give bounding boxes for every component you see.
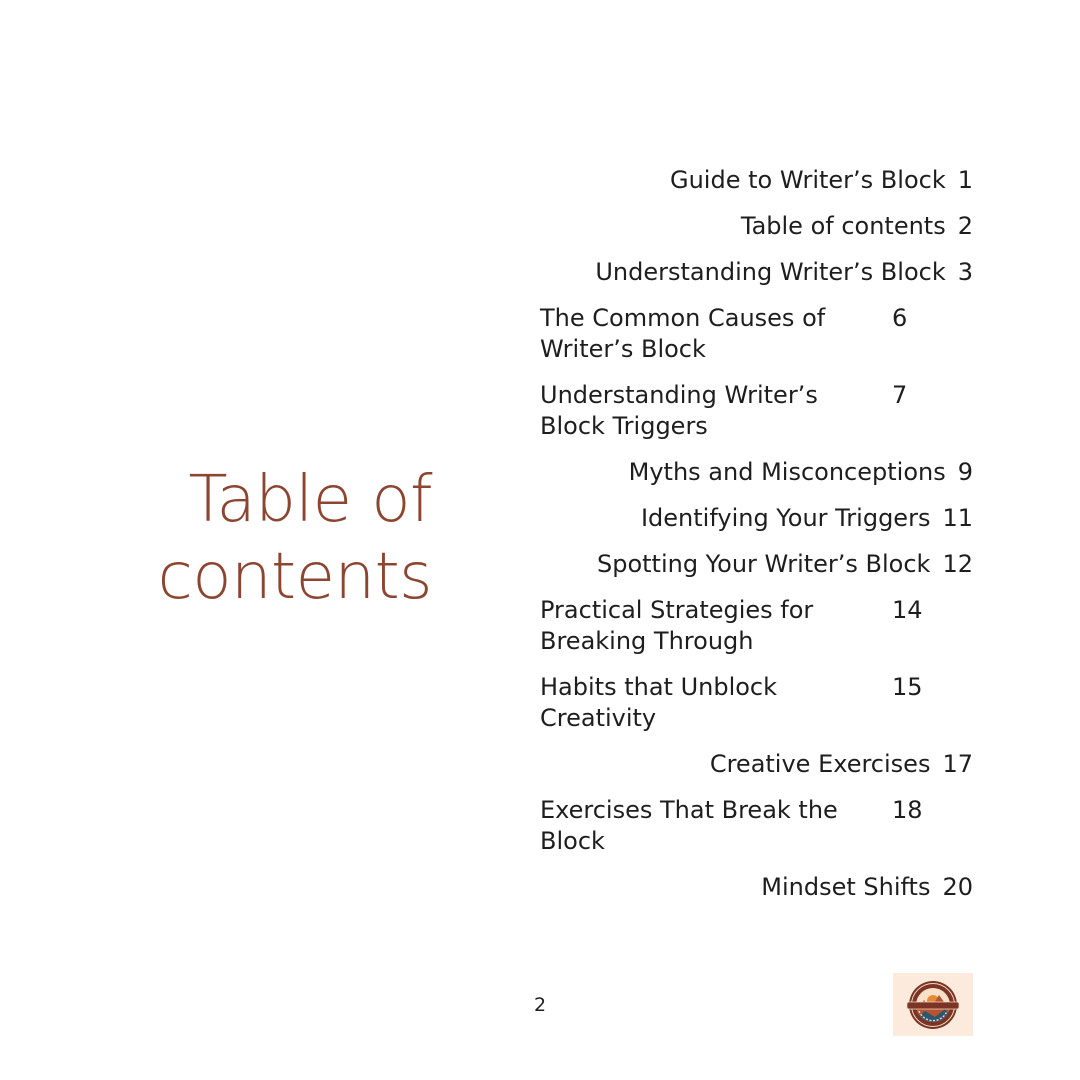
toc-entry-title: Myths and Misconceptions [628, 458, 946, 486]
toc-entry-title: Understanding Writer’s Block [595, 258, 946, 286]
toc-entry-page: 11 [942, 504, 973, 532]
toc-entry-title: Table of contents [740, 212, 946, 240]
toc-entry-page: 1 [957, 166, 973, 194]
toc-entry-title: Identifying Your Triggers [640, 504, 931, 532]
toc-entry-page: 6 [892, 304, 908, 332]
toc-entry[interactable] [540, 595, 973, 657]
toc-entry-title: Habits that Unblock Creativity [540, 673, 778, 732]
page-title: Table of contents [157, 463, 432, 614]
toc-entry-page: 2 [957, 212, 973, 240]
toc-entry[interactable] [540, 211, 973, 242]
brand-logo [893, 973, 973, 1036]
toc-entry[interactable] [540, 872, 973, 903]
toc-entry-title: The Common Causes of Writer’s Block [540, 304, 826, 363]
toc-entry-title: Mindset Shifts [761, 873, 931, 901]
toc-entry[interactable] [540, 303, 973, 365]
toc-entry[interactable] [540, 257, 973, 288]
toc-entry-page: 3 [957, 258, 973, 286]
toc-entry-title: Guide to Writer’s Block [669, 166, 946, 194]
toc-entry-page: 18 [892, 796, 923, 824]
toc-entry-page: 12 [942, 550, 973, 578]
toc-entry[interactable] [540, 380, 973, 442]
toc-entry[interactable] [540, 503, 973, 534]
toc-entry-page: 20 [942, 873, 973, 901]
toc-entry[interactable] [540, 457, 973, 488]
toc-entry[interactable] [540, 165, 973, 196]
toc-entry[interactable] [540, 672, 973, 734]
toc-entry-page: 14 [892, 596, 923, 624]
toc-entry-title: Spotting Your Writer’s Block [596, 550, 931, 578]
circular-badge-logo-icon [893, 973, 973, 1036]
toc-entry[interactable] [540, 549, 973, 580]
toc-entry-title: Practical Strategies for Breaking Through [540, 596, 814, 655]
toc-entry-title: Creative Exercises [709, 750, 931, 778]
toc-entry-page: 7 [892, 381, 908, 409]
toc-entry-title: Exercises That Break the Block [540, 796, 838, 855]
toc-entry-title: Understanding Writer’s Block Triggers [540, 381, 818, 440]
page-number: 2 [533, 994, 547, 1016]
toc-entry[interactable] [540, 795, 973, 857]
toc-entry-page: 17 [942, 750, 973, 778]
toc-entry-page: 15 [892, 673, 923, 701]
toc-entry-page: 9 [957, 458, 973, 486]
table-of-contents-list [540, 165, 973, 918]
toc-entry[interactable] [540, 749, 973, 780]
